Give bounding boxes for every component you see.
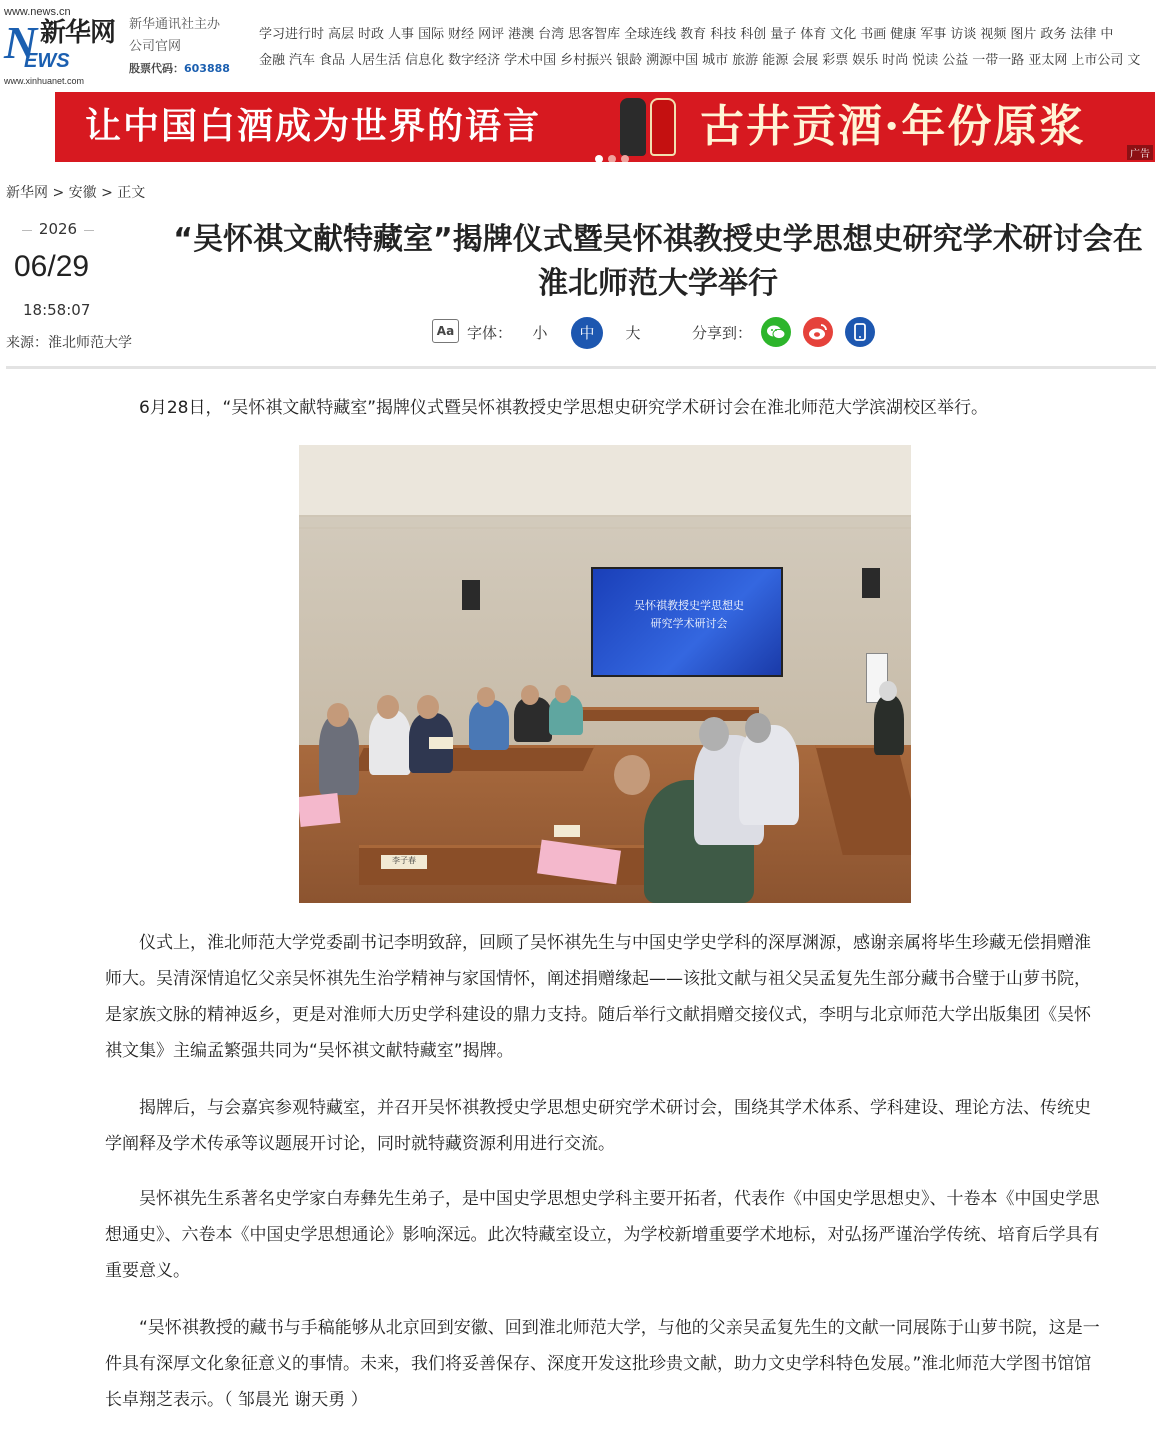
nav-link[interactable]: 网评 (478, 27, 505, 42)
nav-link[interactable]: 能源 (762, 53, 789, 68)
nav-link[interactable]: 教育 (680, 27, 707, 42)
attendee-image (319, 715, 359, 795)
attendee-head (477, 687, 495, 707)
attendee-image (874, 695, 904, 755)
logo-url-top: www.news.cn (4, 6, 71, 18)
article-paragraph: 揭牌后，与会嘉宾参观特藏室，并召开吴怀祺教授史学思想史研究学术研讨会，围绕其学术体系、学科建设、理论方法、传统史学阐释及学术传承等议题展开讨论，同时就特藏资源利用进行交流。 (105, 1098, 1091, 1154)
nav-link[interactable]: 国际 (418, 27, 445, 42)
nameplate: 李子春 (381, 855, 427, 869)
font-size-label: 字体： (467, 324, 513, 342)
bottle-image (650, 98, 676, 156)
host-line1: 新华通讯社主办 (129, 17, 221, 32)
xinhua-logo[interactable] (4, 6, 122, 86)
nav-link[interactable]: 乡村振兴 (560, 53, 613, 68)
weibo-icon[interactable] (803, 317, 833, 347)
photo-ceiling (299, 445, 911, 515)
share-label: 分享到： (692, 324, 753, 342)
article-paragraph: 吴怀祺先生系著名史学家白寿彝先生弟子，是中国史学思想史学科主要开拓者，代表作《中国史学思想史》、十卷本《中国史学思想通史》、六卷本《中国史学思想通论》影响深远。此次特藏室设立，为学校新增重要学术地标，对弘扬严谨治学传统、培育后学具有重要意义。 (105, 1189, 1100, 1281)
nav-link[interactable]: 法律 (1070, 27, 1097, 42)
banner-dot[interactable] (595, 155, 603, 162)
aa-icon: Aa (432, 319, 459, 343)
nav-link[interactable]: 食品 (319, 53, 346, 68)
font-large-button[interactable]: 大 (625, 324, 641, 342)
projection-screen (591, 567, 783, 677)
font-medium-button[interactable]: 中 (571, 317, 603, 349)
logo-news: EWS (24, 50, 70, 72)
banner-brand: 古井贡酒·年份原浆 (700, 101, 1086, 152)
nav-link[interactable]: 文 (1127, 53, 1141, 68)
nav-link[interactable]: 城市 (702, 53, 729, 68)
attendee-head (377, 695, 399, 719)
logo-letter-n: N (4, 17, 38, 68)
nav-link[interactable]: 学术中国 (504, 53, 557, 68)
article-paragraph: 6月28日，“吴怀祺文献特藏室”揭牌仪式暨吴怀祺教授史学思想史研究学术研讨会在淮北师范大学滨湖校区举行。 (139, 398, 989, 418)
nav-link[interactable]: 高层 (328, 27, 355, 42)
attendee-head (417, 695, 439, 719)
title-divider (6, 366, 1156, 369)
top-nav (259, 22, 1159, 74)
article-paragraph: “吴怀祺教授的藏书与手稿能够从北京回到安徽、回到淮北师范大学，与他的父亲吴孟复先生的文献一同展陈于山萝书院，这是一件具有深厚文化象征意义的事情。未来，我们将妥善保存、深度开发这批珍贵文献，助力文史学科特色发展。”淮北师范大学图书馆馆长卓翔芝表示。（ 邹晨光 谢天勇 ） (105, 1318, 1100, 1410)
attendee-head (879, 681, 897, 701)
host-info (129, 14, 230, 80)
publish-date: 06/29 (14, 250, 90, 283)
logo-url-bottom: www.xinhuanet.com (4, 76, 85, 86)
nav-link[interactable]: 学习进行时 (259, 27, 325, 42)
logo-text: 新华网 (40, 18, 116, 48)
breadcrumb-current: 正文 (117, 185, 146, 201)
screen-title-1: 吴怀祺教授史学思想史 (634, 599, 744, 612)
nav-link[interactable]: 港澳 (508, 27, 535, 42)
breadcrumb-home[interactable]: 新华网 (6, 185, 48, 201)
nav-link[interactable]: 思客智库 (568, 27, 621, 42)
nav-link[interactable]: 量子 (770, 27, 797, 42)
nav-link[interactable]: 娱乐 (852, 53, 879, 68)
attendee-head (521, 685, 539, 705)
breadcrumb (6, 182, 145, 202)
nav-link[interactable]: 科技 (710, 27, 737, 42)
nav-link[interactable]: 人居生活 (349, 53, 402, 68)
publish-time: 18:58:07 (23, 301, 91, 319)
attendee-head (614, 755, 650, 795)
nav-link[interactable]: 军事 (920, 27, 947, 42)
nav-link[interactable]: 健康 (890, 27, 917, 42)
nav-link[interactable]: 财经 (448, 27, 475, 42)
host-line2[interactable]: 公司官网 (129, 39, 182, 54)
nav-link[interactable]: 悦读 (912, 53, 939, 68)
banner-dot[interactable] (608, 155, 616, 162)
mobile-icon[interactable] (845, 317, 875, 347)
attendee-head (699, 717, 729, 751)
nav-link[interactable]: 全球连线 (624, 27, 677, 42)
photo-molding (299, 527, 911, 529)
conference-table (579, 707, 759, 721)
attendee-head (555, 685, 571, 703)
speaker-image (462, 580, 480, 610)
stock-number: 603888 (184, 62, 230, 75)
font-small-button[interactable]: 小 (532, 324, 548, 342)
stock-code (129, 58, 230, 80)
banner-dot[interactable] (621, 155, 629, 162)
ad-tag: 广告 (1127, 145, 1153, 160)
nav-link[interactable]: 金融 (259, 53, 286, 68)
nav-link[interactable]: 访谈 (950, 27, 977, 42)
nameplate (554, 825, 580, 837)
screen-title-2: 研究学术研讨会 (650, 617, 728, 630)
breadcrumb-section[interactable]: 安徽 (68, 185, 97, 201)
nav-row-1 (259, 22, 1159, 48)
nav-link[interactable]: 图片 (1010, 27, 1037, 42)
attendee-head (327, 703, 349, 727)
ad-banner[interactable] (55, 92, 1155, 162)
page-title: “吴怀祺文献特藏室”揭牌仪式暨吴怀祺教授史学思想史研究学术研讨会在淮北师范大学举行 (173, 222, 1143, 301)
speaker-image (862, 568, 880, 598)
banner-slogan: 让中国白酒成为世界的语言 (85, 106, 542, 147)
nav-link[interactable]: 时政 (358, 27, 385, 42)
nav-link[interactable]: 一带一路 (972, 53, 1025, 68)
nav-link[interactable]: 书画 (860, 27, 887, 42)
breadcrumb-sep: > (96, 185, 118, 201)
breadcrumb-sep: > (48, 185, 69, 201)
nav-link[interactable]: 视频 (980, 27, 1007, 42)
nav-link[interactable]: 公益 (942, 53, 969, 68)
article-photo (299, 445, 911, 903)
nav-link[interactable]: 科创 (740, 27, 767, 42)
nav-link[interactable]: 溯源中国 (646, 53, 699, 68)
nav-link[interactable]: 亚太网 (1028, 53, 1068, 68)
nav-link[interactable]: 银龄 (616, 53, 643, 68)
nameplate (429, 737, 453, 749)
document-image (299, 793, 340, 827)
nav-link[interactable]: 中 (1100, 27, 1114, 42)
nav-link[interactable]: 数字经济 (448, 53, 501, 68)
nav-link[interactable]: 政务 (1040, 27, 1067, 42)
publish-year: 2026 (22, 220, 94, 238)
nav-link[interactable]: 文化 (830, 27, 857, 42)
attendee-image (469, 700, 509, 750)
nav-link[interactable]: 时尚 (882, 53, 909, 68)
banner-dots (595, 148, 634, 162)
nav-link[interactable]: 旅游 (732, 53, 759, 68)
nav-link[interactable]: 台湾 (538, 27, 565, 42)
nav-link[interactable]: 人事 (388, 27, 415, 42)
wechat-icon[interactable] (761, 317, 791, 347)
nav-link[interactable]: 信息化 (405, 53, 445, 68)
stock-label: 股票代码： (129, 62, 184, 75)
site-header (0, 0, 1159, 88)
nav-link[interactable]: 汽车 (289, 53, 316, 68)
article-source: 来源：淮北师范大学 (6, 335, 132, 351)
nav-link[interactable]: 上市公司 (1071, 53, 1124, 68)
photo-molding (299, 515, 911, 517)
nav-link[interactable]: 会展 (792, 53, 819, 68)
nav-link[interactable]: 体育 (800, 27, 827, 42)
nav-link[interactable]: 彩票 (822, 53, 849, 68)
attendee-image (739, 725, 799, 825)
nav-row-2 (259, 48, 1159, 74)
article-paragraph: 仪式上，淮北师范大学党委副书记李明致辞，回顾了吴怀祺先生与中国史学史学科的深厚渊源，感谢亲属将毕生珍藏无偿捐赠淮师大。吴清深情追忆父亲吴怀祺先生治学精神与家国情怀，阐述捐赠缘起——该批文献与祖父吴孟复先生部分藏书合璧于山萝书院，是家族文脉的精神返乡，更是对淮师大历史学科建设的鼎力支持。随后举行文献捐赠交接仪式，李明与北京师范大学出版集团《吴怀祺文集》主编孟繁强共同为“吴怀祺文献特藏室”揭牌。 (105, 933, 1091, 1061)
attendee-head (745, 713, 771, 743)
attendee-image (369, 710, 411, 775)
